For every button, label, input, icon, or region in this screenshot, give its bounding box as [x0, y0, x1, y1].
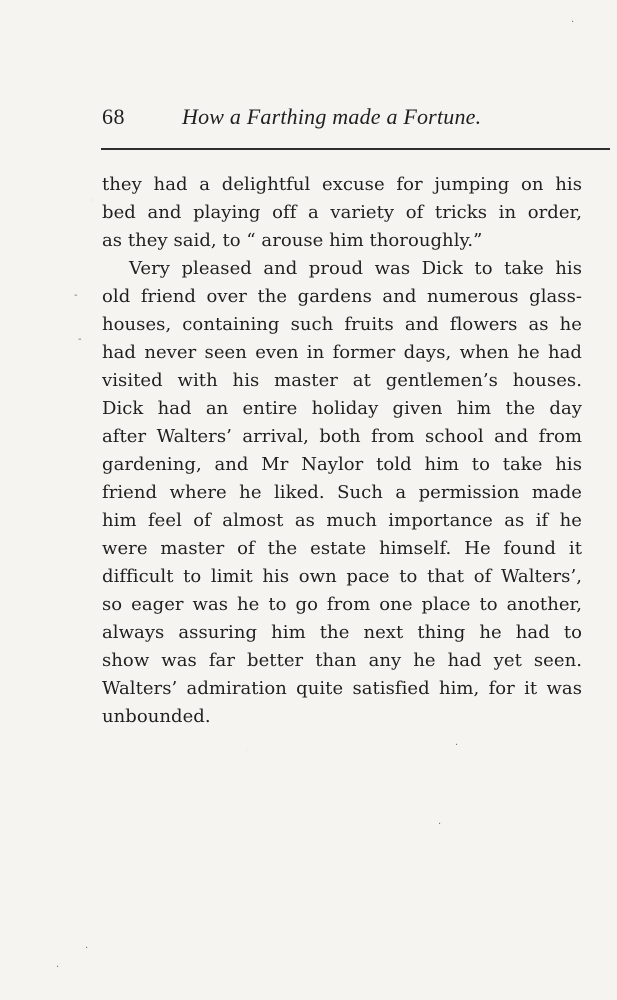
text-line: show was far better than any he had yet seen. [102, 650, 582, 671]
text-line: difficult to limit his own pace to that of Walters’, [102, 566, 582, 587]
text-line: unbounded. [102, 706, 211, 727]
text-line: after Walters’ arrival, both from school and from [102, 426, 582, 447]
text-line: visited with his master at gentlemen’s houses. [102, 370, 582, 391]
page-speck: · [455, 740, 459, 751]
text-line: had never seen even in former days, when he had [102, 342, 582, 363]
body-text [102, 171, 582, 731]
text-line: Dick had an entire holiday given him the day [102, 398, 582, 419]
page-speck: · [571, 17, 575, 28]
page-speck: - [74, 290, 78, 301]
text-line: bed and playing off a variety of tricks in order, [102, 202, 582, 223]
text-line: always assuring him the next thing he had to [102, 622, 582, 643]
page-speck: · [438, 819, 442, 830]
page-speck: · [85, 943, 89, 954]
text-line: as they said, to “ arouse him thoroughly.” [102, 230, 483, 251]
running-title: How a Farthing made a Fortune. [182, 104, 482, 129]
text-line: him feel of almost as much importance as if he [102, 510, 582, 531]
text-line: they had a delightful excuse for jumping on his [102, 174, 582, 195]
page-speck: - [78, 334, 82, 345]
text-line: were master of the estate himself. He found it [102, 538, 582, 559]
text-line: friend where he liked. Such a permission made [102, 482, 582, 503]
text-line: houses, containing such fruits and flowers as he [102, 314, 582, 335]
text-line: Walters’ admiration quite satisfied him, for it was [102, 678, 582, 699]
text-line: so eager was he to go from one place to another, [102, 594, 582, 615]
text-line: gardening, and Mr Naylor told him to take his [102, 454, 582, 475]
page-speck: · [56, 962, 60, 973]
text-line: Very pleased and proud was Dick to take his [129, 258, 582, 279]
page-header [102, 104, 610, 140]
page-number: 68 [102, 104, 125, 129]
text-line: old friend over the gardens and numerous glass- [102, 286, 582, 307]
header-rule [101, 148, 610, 150]
